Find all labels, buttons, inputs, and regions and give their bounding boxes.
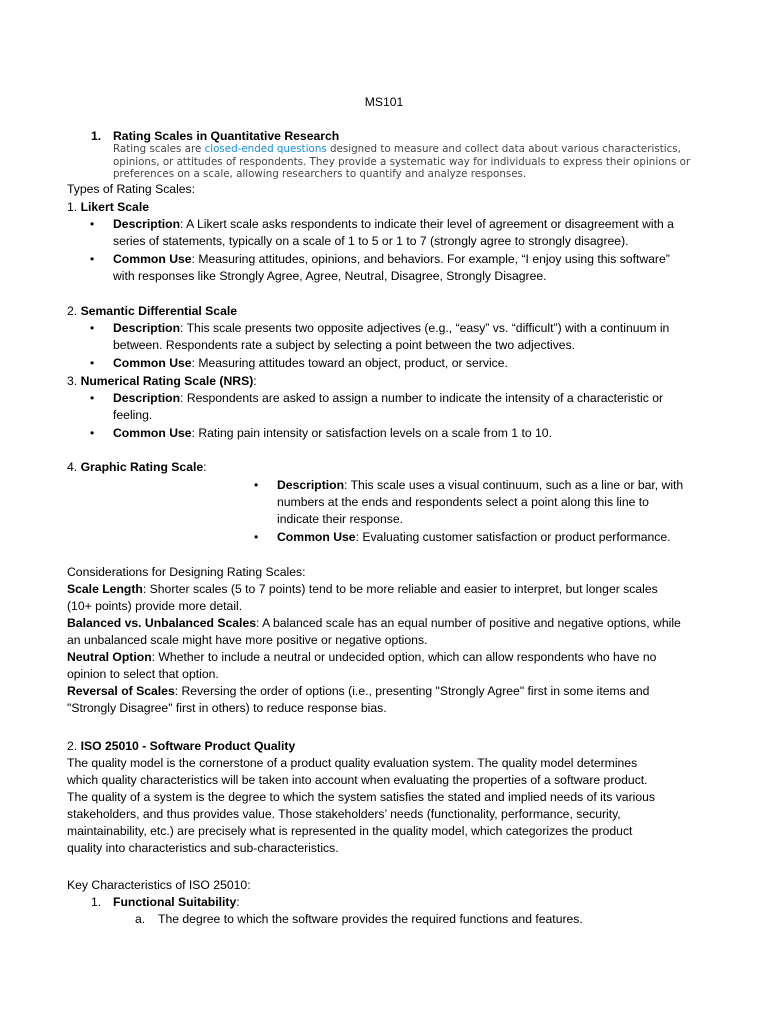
characteristic-1a-mark: a. <box>135 912 146 926</box>
nrs-desc-line1: : Respondents are asked to assign a number to indicate the intensity of a characteristic or <box>180 391 664 405</box>
section2-line4: stakeholders, and thus provides value. Those stakeholders’ needs (functionality, performance, security, <box>67 807 621 821</box>
graphic-colon: : <box>203 460 207 474</box>
graphic-desc-label: Description <box>277 478 345 492</box>
graphic-description <box>254 477 697 528</box>
graphic-heading <box>67 459 207 476</box>
semantic-desc-line1: : This scale presents two opposite adjectives (e.g., “easy” vs. “difficult”) with a continuum in <box>180 321 670 335</box>
graphic-desc-line1: : This scale uses a visual continuum, such as a line or bar, with <box>344 478 684 492</box>
section2-line3: The quality of a system is the degree to which the system satisfies the stated and implied needs of its various <box>67 790 656 804</box>
characteristic-1a <box>135 911 583 928</box>
semantic-desc-line2: between. Respondents rate a subject by selecting a point between the two adjectives. <box>113 338 576 352</box>
likert-desc-label: Description <box>113 217 181 231</box>
page-title: MS101 <box>364 95 404 109</box>
types-heading: Types of Rating Scales: <box>67 182 196 196</box>
graphic-name: Graphic Rating Scale <box>80 460 204 474</box>
likert-use-line1: : Measuring attitudes, opinions, and behaviors. For example, “I enjoy using this software” <box>191 252 670 266</box>
scale-length-line1: : Shorter scales (5 to 7 points) tend to be more reliable and easier to interpret, but longer scales <box>142 582 658 596</box>
characteristic-1a-text: The degree to which the software provides the required functions and features. <box>158 912 583 926</box>
graphic-number: 4. <box>67 460 81 474</box>
closed-ended-questions-link[interactable]: closed-ended questions <box>204 143 327 155</box>
section1-heading-text: Rating Scales in Quantitative Research <box>113 129 340 143</box>
graphic-desc-line2: numbers at the ends and respondents select a point along this line to <box>277 495 649 509</box>
nrs-heading <box>67 373 257 390</box>
nrs-number: 3. <box>67 374 81 388</box>
scale-length-label: Scale Length <box>67 582 143 596</box>
neutral-option-line2: opinion to select that option. <box>67 667 219 681</box>
graphic-desc-line3: indicate their response. <box>277 512 404 526</box>
semantic-description <box>90 320 713 354</box>
section2-line1: The quality model is the cornerstone of a product quality evaluation system. The quality model determines <box>67 756 638 770</box>
likert-name: Likert Scale <box>80 200 149 214</box>
likert-number: 1. <box>67 200 81 214</box>
nrs-name: Numerical Rating Scale (NRS) <box>80 374 254 388</box>
nrs-description <box>90 390 713 424</box>
balanced-line1: : A balanced scale has an equal number of positive and negative options, while <box>256 616 681 630</box>
nrs-desc-label: Description <box>113 391 181 405</box>
likert-desc-line1: : A Likert scale asks respondents to indicate their level of agreement or disagreement with a <box>180 217 674 231</box>
bullet-icon: • <box>90 252 95 266</box>
semantic-desc-label: Description <box>113 321 181 335</box>
reversal-label: Reversal of Scales <box>67 684 175 698</box>
considerations-heading: Considerations for Designing Rating Scales: <box>67 565 306 579</box>
key-characteristics-heading: Key Characteristics of ISO 25010: <box>67 878 251 892</box>
section2-heading-text: ISO 25010 - Software Product Quality <box>80 739 296 753</box>
nrs-colon: : <box>253 374 257 388</box>
section1-number: 1. <box>91 129 102 143</box>
likert-common-use <box>90 251 713 285</box>
likert-heading <box>67 199 149 216</box>
graphic-common-use <box>254 529 717 546</box>
balanced-label: Balanced vs. Unbalanced Scales <box>67 616 256 630</box>
bullet-icon: • <box>90 426 95 440</box>
balanced-line2: an unbalanced scale might have more positive or negative options. <box>67 633 428 647</box>
nrs-use-line1: : Rating pain intensity or satisfaction levels on a scale from 1 to 10. <box>191 426 552 440</box>
bullet-icon: • <box>254 530 259 544</box>
bullet-icon: • <box>90 321 95 335</box>
likert-use-label: Common Use <box>113 252 192 266</box>
bullet-icon: • <box>90 391 95 405</box>
graphic-use-line1: : Evaluating customer satisfaction or product performance. <box>355 530 671 544</box>
section2-line6: quality into characteristics and sub-characteristics. <box>67 841 339 855</box>
semantic-number: 2. <box>67 304 81 318</box>
section2-line2: which quality characteristics will be taken into account when evaluating the properties of a software product. <box>67 773 648 787</box>
nrs-use-label: Common Use <box>113 426 192 440</box>
bullet-icon: • <box>254 478 259 492</box>
semantic-name: Semantic Differential Scale <box>80 304 238 318</box>
likert-description <box>90 216 713 250</box>
reversal-line2: "Strongly Disagree" first in others) to reduce response bias. <box>67 701 387 715</box>
intro-line-3: preferences on a scale, allowing researchers to quantify and analyze responses. <box>113 168 527 180</box>
scale-length-line2: (10+ points) provide more detail. <box>67 599 243 613</box>
nrs-common-use <box>90 425 713 442</box>
section1-intro <box>113 143 703 181</box>
likert-desc-line2: series of statements, typically on a scale of 1 to 5 or 1 to 7 (strongly agree to strongly disagree). <box>113 234 629 248</box>
section2-heading <box>67 738 295 755</box>
semantic-use-line1: : Measuring attitudes toward an object, product, or service. <box>191 356 508 370</box>
characteristic-1-number: 1. <box>91 895 102 909</box>
intro-text-end: designed to measure and collect data about various characteristics, <box>326 143 681 155</box>
neutral-option-label: Neutral Option <box>67 650 152 664</box>
graphic-use-label: Common Use <box>277 530 356 544</box>
reversal-line1: : Reversing the order of options (i.e., presenting "Strongly Agree" first in some items and <box>174 684 650 698</box>
characteristic-1-colon: : <box>236 895 240 909</box>
likert-use-line2: with responses like Strongly Agree, Agree, Neutral, Disagree, Strongly Disagree. <box>113 269 547 283</box>
section2-line5: maintainability, etc.) are precisely what is represented in the quality model, which categorizes the product <box>67 824 633 838</box>
scale-length-paragraph <box>67 581 707 717</box>
section2-number: 2. <box>67 739 81 753</box>
bullet-icon: • <box>90 217 95 231</box>
semantic-common-use <box>90 355 713 372</box>
characteristic-1-label: Functional Suitability <box>113 895 237 909</box>
semantic-heading <box>67 303 237 320</box>
characteristic-1 <box>91 894 240 911</box>
section2-paragraph <box>67 755 717 857</box>
neutral-option-line1: : Whether to include a neutral or undecided option, which can allow respondents who have no <box>151 650 657 664</box>
intro-text-start: Rating scales are <box>113 143 205 155</box>
nrs-desc-line2: feeling. <box>113 408 153 422</box>
semantic-use-label: Common Use <box>113 356 192 370</box>
bullet-icon: • <box>90 356 95 370</box>
intro-line-2: opinions, or attitudes of respondents. They provide a systematic way for individuals to express their opinions or <box>113 155 691 168</box>
